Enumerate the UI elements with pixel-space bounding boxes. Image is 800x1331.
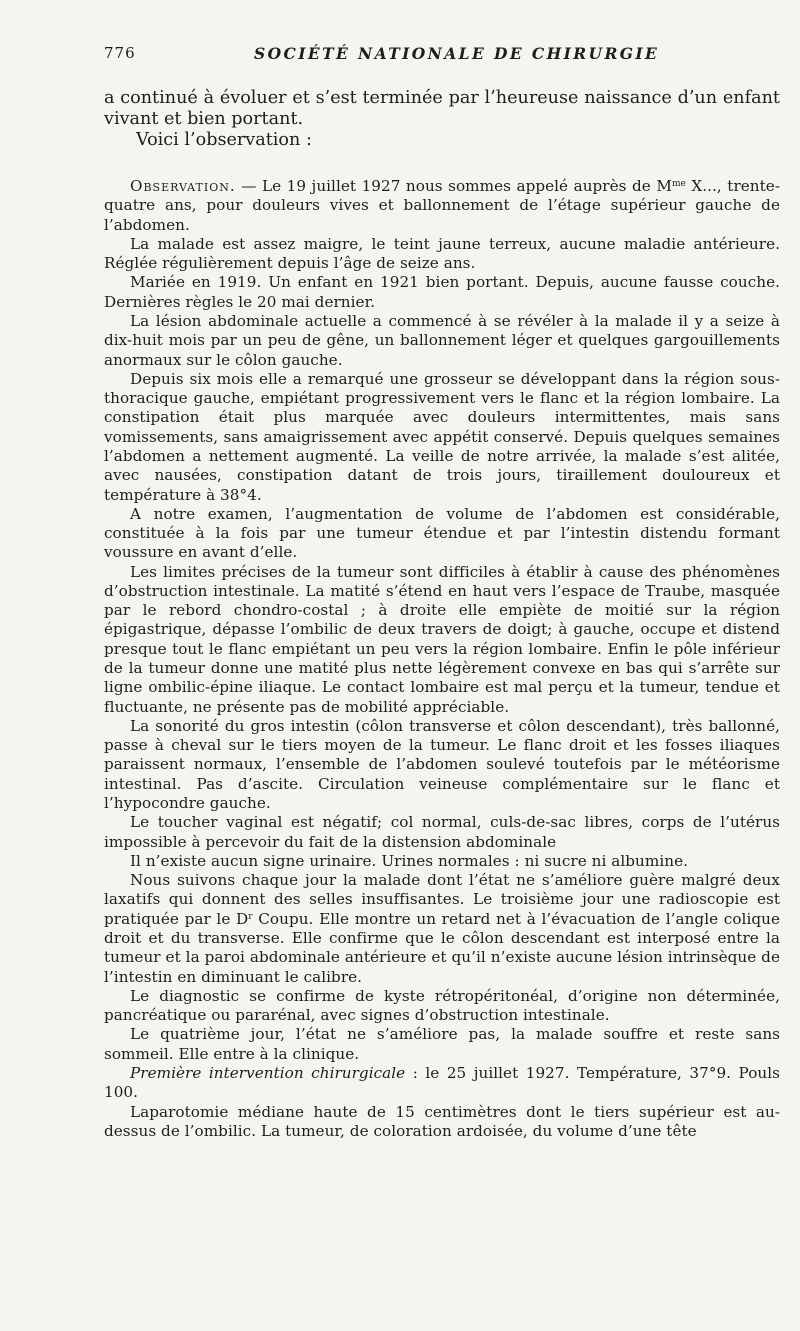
observation-lead-sup: me <box>671 179 686 189</box>
page-number: 776 <box>104 44 136 62</box>
observation-paragraph: La sonorité du gros intestin (côlon transverse et côlon descendant), très ballonné, passe à cheval sur le tiers moyen de la tumeur. Le flanc droit et les fosses iliaques paraissent normaux, l’ensemble de l’abdomen soulevé toutefois par le météorisme intestinal. Pas d’ascite. Circulation veineuse complémentaire sur le flanc et l’hypocondre gauche. <box>104 716 780 812</box>
running-head: SOCIÉTÉ NATIONALE DE CHIRURGIE <box>254 44 660 63</box>
intervention-label: Première intervention chirurgicale <box>130 1063 406 1082</box>
intro-paragraph: Voici l’observation : <box>136 130 312 150</box>
observation-paragraph: Mariée en 1919. Un enfant en 1921 bien portant. Depuis, aucune fausse couche. Dernières règles le 20 mai dernier. <box>104 273 780 311</box>
intervention-text: : le 25 juillet 1927. Température, 37°9. Pouls 100. <box>104 1063 780 1102</box>
page-body <box>104 88 780 1141</box>
intro-section <box>104 88 780 151</box>
observation-lead-paragraph <box>104 177 780 235</box>
observation-paragraph: A notre examen, l’augmentation de volume de l’abdomen est considérable, constituée à la fois par une tumeur étendue et par l’intestin distendu formant voussure en avant d’elle. <box>104 504 780 562</box>
observation-paragraph: La malade est assez maigre, le teint jaune terreux, aucune maladie antérieure. Réglée régulièrement depuis l’âge de seize ans. <box>104 234 780 273</box>
observation-lead-text: — Le 19 juillet 1927 nous sommes appelé auprès de M <box>235 177 672 195</box>
observation-paragraph: Il n’existe aucun signe urinaire. Urines normales : ni sucre ni albumine. <box>130 851 688 870</box>
observation-lead-text: X..., trente-quatre ans, pour douleurs vives et ballonnement de l’étage supérieur gauche de l’abdomen. <box>104 177 780 234</box>
observation-paragraph: Le diagnostic se confirme de kyste rétropéritonéal, d’origine non déterminée, pancréatique ou pararénal, avec signes d’obstruction intestinale. <box>104 986 780 1025</box>
radioscopy-sup: r <box>248 911 253 922</box>
radioscopy-text: Nous suivons chaque jour la malade dont l’état ne s’améliore guère malgré deux laxatifs qui donnent des selles insuffisantes. Le troisième jour une radioscopie est pratiquée par le D <box>104 871 780 928</box>
observation-paragraph: Depuis six mois elle a remarqué une grosseur se développant dans la région sous-thoracique gauche, empiétant progressivement vers le flanc et la région lombaire. La constipation était plus marquée avec douleurs intermittentes, mais sans vomissements, sans amaigrissement avec appétit conservé. Depuis quelques semaines l’abdomen a nettement augmenté. La veille de notre arrivée, la malade s’est alitée, avec nausées, constipation datant de trois jours, tiraillement douloureux et température à 38°4. <box>104 369 780 504</box>
page-header <box>104 44 780 66</box>
observation-paragraph: Laparotomie médiane haute de 15 centimètres dont le tiers supérieur est au-dessus de l’ombilic. La tumeur, de coloration ardoisée, du volume d’une tête <box>104 1102 780 1140</box>
observation-paragraph: La lésion abdominale actuelle a commencé à se révéler à la malade il y a seize à dix-huit mois par un peu de gêne, un ballonnement léger et quelques gargouillements anormaux sur le côlon gauche. <box>104 311 780 369</box>
radioscopy-text: Coupu. Elle montre un retard net à l’évacuation de l’angle colique droit et du transverse. Elle confirme que le côlon descendant est interposé entre la tumeur et la paroi abdominale antérieure et qu’il n’existe aucune lésion intrinsèque de l’intestin en diminuant le calibre. <box>104 909 780 986</box>
observation-paragraph: Le quatrième jour, l’état ne s’améliore pas, la malade souffre et reste sans sommeil. Elle entre à la clinique. <box>104 1025 780 1063</box>
observation-section <box>104 177 780 1141</box>
observation-paragraph <box>104 871 780 987</box>
intervention-paragraph <box>104 1064 780 1103</box>
observation-paragraph: Les limites précises de la tumeur sont difficiles à établir à cause des phénomènes d’obstruction intestinale. La matité s’étend en haut vers l’espace de Traube, masquée par le rebord chondro-costal ; à droite elle empiète de moitié sur la région épigastrique, dépasse l’ombilic de deux travers de doigt; à gauche, occupe et distend presque tout le flanc empiétant un peu vers la région lombaire. Enfin le pôle inférieur de la tumeur donne une matité plus nette légèrement convexe en bas qui s’arrête sur ligne ombilic-épine iliaque. Le contact lombaire est mal perçu et la tumeur, tendue et fluctuante, ne présente pas de mobilité appréciable. <box>104 562 780 716</box>
intro-paragraph: a continué à évoluer et s’est terminée par l’heureuse naissance d’un enfant vivant et bien portant. <box>104 88 780 129</box>
observation-paragraph: Le toucher vaginal est négatif; col normal, culs-de-sac libres, corps de l’utérus impossible à percevoir du fait de la distension abdominale <box>104 813 780 851</box>
observation-label: Observation. <box>130 177 236 195</box>
